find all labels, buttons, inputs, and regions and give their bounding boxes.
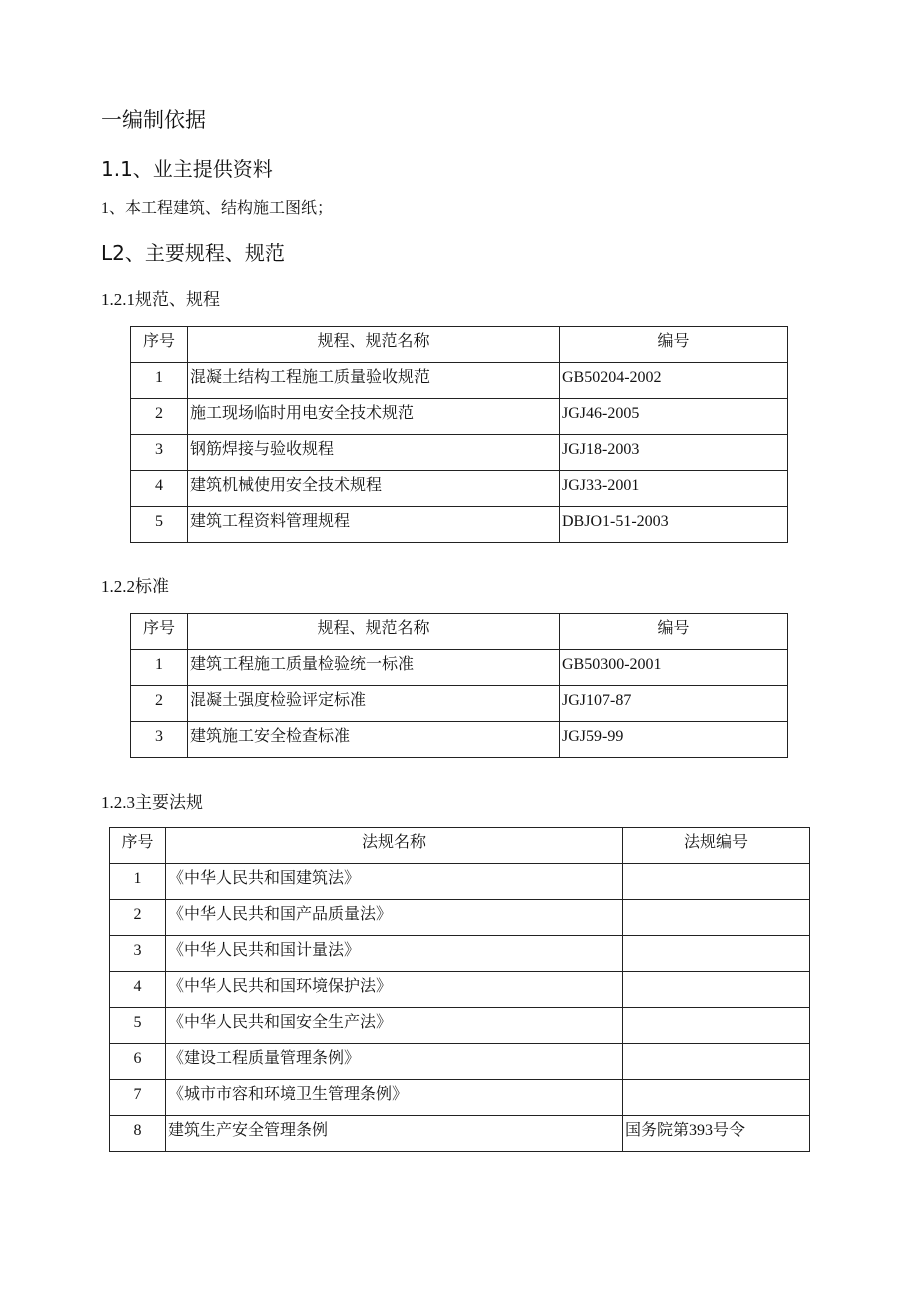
table-row [110, 1044, 810, 1080]
subsection-heading-codes-specs: 1.2.1规范、规程 [101, 290, 220, 309]
row-number-cell: 3 [110, 936, 166, 972]
table-row [110, 900, 810, 936]
code-cell: GB50204-2002 [560, 363, 788, 399]
table-row [131, 471, 788, 507]
name-cell: 《建设工程质量管理条例》 [166, 1044, 623, 1080]
row-number-cell: 2 [131, 686, 188, 722]
table-row [131, 435, 788, 471]
owner-materials-item-1: 1、本工程建筑、结构施工图纸； [101, 200, 334, 217]
name-cell: 施工现场临时用电安全技术规范 [188, 399, 560, 435]
table-row [131, 686, 788, 722]
code-cell [623, 972, 810, 1008]
name-cell: 《中华人民共和国环境保护法》 [166, 972, 623, 1008]
row-number-cell: 5 [110, 1008, 166, 1044]
code-cell [623, 1044, 810, 1080]
table-row [110, 1080, 810, 1116]
name-cell: 建筑工程施工质量检验统一标准 [188, 650, 560, 686]
name-cell: 建筑工程资料管理规程 [188, 507, 560, 543]
table-header-cell: 规程、规范名称 [188, 327, 560, 363]
name-cell: 建筑施工安全检查标准 [188, 722, 560, 758]
row-number-cell: 3 [131, 435, 188, 471]
table-header-cell: 序号 [110, 828, 166, 864]
table-header-cell: 序号 [131, 327, 188, 363]
name-cell: 钢筋焊接与验收规程 [188, 435, 560, 471]
codes-specs-table [130, 326, 788, 543]
table-row [131, 363, 788, 399]
table-row [131, 722, 788, 758]
row-number-cell: 4 [110, 972, 166, 1008]
code-cell: JGJ59-99 [560, 722, 788, 758]
row-number-cell: 6 [110, 1044, 166, 1080]
code-cell: 国务院第393号令 [623, 1116, 810, 1152]
table-row [131, 507, 788, 543]
table-row [110, 864, 810, 900]
section-heading-main-codes: L2、主要规程、规范 [101, 241, 285, 265]
row-number-cell: 2 [110, 900, 166, 936]
table-row [110, 1008, 810, 1044]
regulations-table [109, 827, 810, 1152]
row-number-cell: 3 [131, 722, 188, 758]
row-number-cell: 4 [131, 471, 188, 507]
subsection-heading-standards: 1.2.2标准 [101, 577, 169, 596]
table-header-cell: 法规名称 [166, 828, 623, 864]
code-cell [623, 864, 810, 900]
code-cell: GB50300-2001 [560, 650, 788, 686]
name-cell: 混凝土结构工程施工质量验收规范 [188, 363, 560, 399]
table-row [131, 650, 788, 686]
section-heading-owner-materials: 1.1、业主提供资料 [101, 157, 273, 181]
row-number-cell: 5 [131, 507, 188, 543]
table-header-row [131, 614, 788, 650]
name-cell: 建筑机械使用安全技术规程 [188, 471, 560, 507]
name-cell: 《中华人民共和国安全生产法》 [166, 1008, 623, 1044]
name-cell: 《中华人民共和国产品质量法》 [166, 900, 623, 936]
table-row [110, 936, 810, 972]
table-header-row [131, 327, 788, 363]
standards-table [130, 613, 788, 758]
code-cell: JGJ46-2005 [560, 399, 788, 435]
code-cell: DBJO1-51-2003 [560, 507, 788, 543]
table-header-cell: 法规编号 [623, 828, 810, 864]
table-header-row [110, 828, 810, 864]
section-heading-basis: 一编制依据 [101, 108, 206, 132]
code-cell [623, 1080, 810, 1116]
name-cell: 建筑生产安全管理条例 [166, 1116, 623, 1152]
table-row [110, 1116, 810, 1152]
name-cell: 《中华人民共和国建筑法》 [166, 864, 623, 900]
table-row [131, 399, 788, 435]
row-number-cell: 2 [131, 399, 188, 435]
row-number-cell: 1 [131, 363, 188, 399]
code-cell [623, 936, 810, 972]
code-cell: JGJ33-2001 [560, 471, 788, 507]
table-header-cell: 规程、规范名称 [188, 614, 560, 650]
table-header-cell: 编号 [560, 614, 788, 650]
code-cell [623, 900, 810, 936]
row-number-cell: 1 [110, 864, 166, 900]
code-cell: JGJ107-87 [560, 686, 788, 722]
table-row [110, 972, 810, 1008]
subsection-heading-main-regulations: 1.2.3主要法规 [101, 793, 203, 812]
name-cell: 混凝土强度检验评定标准 [188, 686, 560, 722]
table-header-cell: 序号 [131, 614, 188, 650]
row-number-cell: 7 [110, 1080, 166, 1116]
name-cell: 《城市市容和环境卫生管理条例》 [166, 1080, 623, 1116]
name-cell: 《中华人民共和国计量法》 [166, 936, 623, 972]
row-number-cell: 1 [131, 650, 188, 686]
code-cell: JGJ18-2003 [560, 435, 788, 471]
row-number-cell: 8 [110, 1116, 166, 1152]
table-header-cell: 编号 [560, 327, 788, 363]
code-cell [623, 1008, 810, 1044]
